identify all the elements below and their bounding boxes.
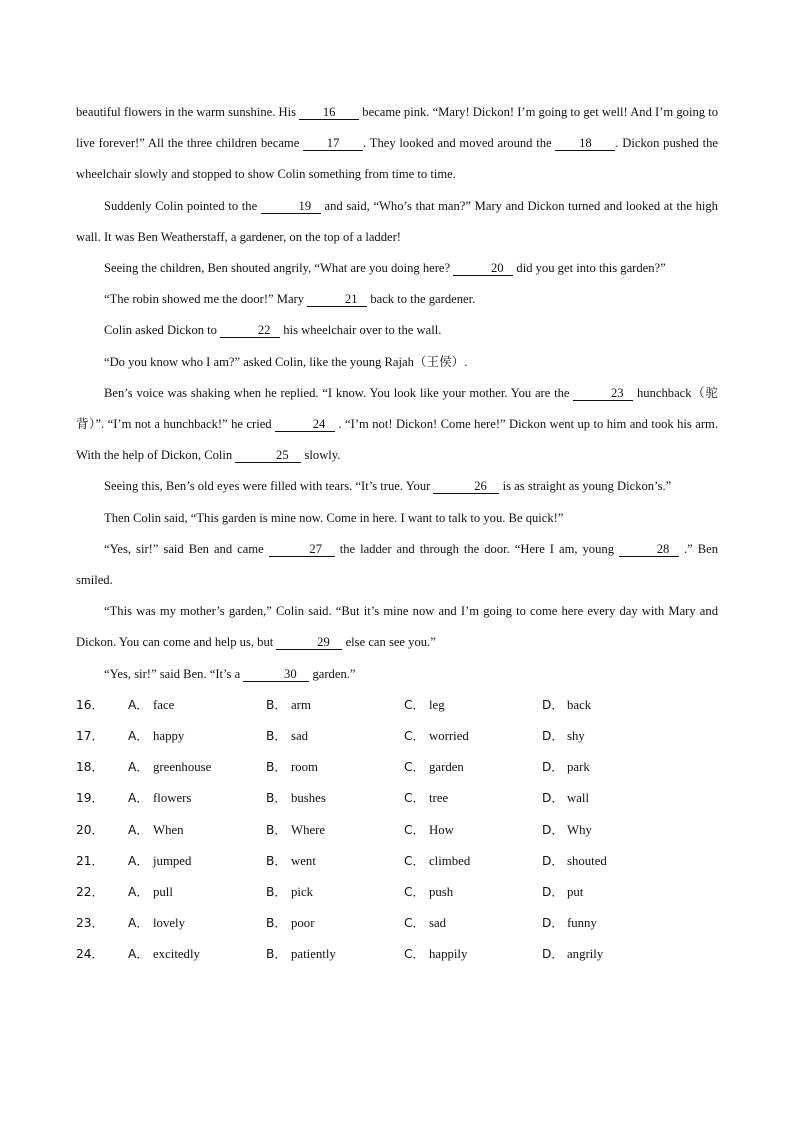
option-text: How [429, 822, 454, 837]
paragraph-4 [76, 284, 718, 315]
option-letter: C． [404, 791, 425, 806]
answer-options [76, 690, 718, 971]
blank-18: 18 [555, 136, 615, 151]
option-a [128, 815, 266, 846]
option-c [404, 815, 542, 846]
passage-text: Then Colin said, “This garden is mine now. Come in here. I want to talk to you. Be quick!” [104, 510, 564, 525]
passage-text: beautiful flowers in the warm sunshine. His [76, 105, 300, 119]
question-number: 17． [76, 729, 104, 744]
passage-text: Seeing the children, Ben shouted angrily, “What are you doing here? [104, 261, 454, 276]
option-d [542, 939, 662, 970]
option-letter: C． [404, 729, 425, 744]
blank-28: 28 [619, 542, 679, 557]
option-c [404, 846, 542, 877]
option-text: back [567, 697, 592, 712]
option-text: bushes [291, 791, 326, 806]
option-a [128, 752, 266, 783]
paragraph-11 [76, 596, 718, 658]
passage-text: “Do you know who I am?” asked Colin, like the young Rajah（王侯）. [104, 354, 468, 369]
option-letter: A． [128, 916, 149, 931]
blank-21: 21 [307, 292, 367, 307]
passage-text: garden.” [309, 666, 356, 681]
passage-text: Suddenly Colin pointed to the [104, 198, 261, 213]
paragraph-9 [76, 503, 718, 534]
blank-19: 19 [261, 199, 321, 214]
option-letter: C． [404, 947, 425, 962]
option-b [266, 877, 404, 908]
option-b [266, 939, 404, 970]
option-text: excitedly [153, 947, 200, 962]
passage-text: is as straight as young Dickon’s.” [499, 479, 672, 494]
option-c [404, 721, 542, 752]
option-d [542, 877, 662, 908]
option-text: Where [291, 822, 326, 837]
option-a [128, 783, 266, 814]
question-row-22 [76, 877, 718, 908]
question-row-24 [76, 939, 718, 970]
paragraph-5 [76, 315, 718, 346]
passage-text: else can see you.” [342, 635, 436, 650]
option-letter: B． [266, 697, 287, 712]
passage-text: did you get into this garden?” [513, 261, 666, 276]
option-letter: D． [542, 947, 564, 962]
option-letter: C． [404, 697, 425, 712]
option-text: lovely [153, 916, 185, 931]
exam-page [76, 97, 718, 971]
option-letter: B． [266, 916, 287, 931]
option-d [542, 846, 662, 877]
option-text: Why [567, 822, 592, 837]
blank-26: 26 [433, 479, 499, 494]
option-letter: B． [266, 791, 287, 806]
passage-text: .” Ben smiled. [76, 541, 719, 588]
option-d [542, 721, 662, 752]
question-number: 20． [76, 822, 104, 837]
option-text: pull [153, 884, 173, 899]
passage-text: “This was my mother’s garden,” Colin said. “But it’s mine now and I’m going to come here every day with Mary and Dickon. You can come and help us, but [76, 604, 718, 650]
option-letter: D． [542, 791, 564, 806]
option-letter: A． [128, 853, 149, 868]
option-text: pick [291, 884, 314, 899]
question-number: 21． [76, 853, 104, 868]
option-text: leg [429, 697, 445, 712]
option-text: wall [567, 791, 590, 806]
question-number: 18． [76, 760, 104, 775]
option-letter: A． [128, 947, 149, 962]
blank-22: 22 [220, 323, 280, 338]
option-text: jumped [153, 853, 192, 868]
option-letter: B． [266, 822, 287, 837]
paragraph-12 [76, 659, 718, 690]
option-letter: C． [404, 822, 425, 837]
question-row-19 [76, 783, 718, 814]
option-a [128, 690, 266, 721]
option-text: put [567, 884, 584, 899]
option-b [266, 752, 404, 783]
option-d [542, 783, 662, 814]
option-text: happily [429, 947, 468, 962]
option-letter: D． [542, 884, 564, 899]
option-letter: A． [128, 822, 149, 837]
option-c [404, 690, 542, 721]
option-b [266, 815, 404, 846]
option-text: shy [567, 729, 585, 744]
paragraph-10 [76, 534, 718, 596]
option-letter: A． [128, 884, 149, 899]
option-text: flowers [153, 791, 192, 806]
passage-text: hunchback（驼背）”. “I’m not a hunchback!” he cried [76, 385, 718, 432]
blank-23: 23 [573, 386, 633, 401]
paragraph-6 [76, 347, 718, 378]
option-b [266, 783, 404, 814]
question-row-17 [76, 721, 718, 752]
blank-24: 24 [275, 417, 335, 432]
passage-text: and said, “Who’s that man?” Mary and Dickon turned and looked at the high wall. It was Ben Weatherstaff, a gardener, on the top of a ladder! [76, 198, 718, 244]
passage-text: Seeing this, Ben’s old eyes were filled with tears. “It’s true. Your [104, 479, 434, 494]
paragraph-3 [76, 253, 718, 284]
option-c [404, 783, 542, 814]
option-letter: A． [128, 791, 149, 806]
question-row-16 [76, 690, 718, 721]
option-text: room [291, 760, 319, 775]
paragraph-1 [76, 97, 718, 191]
option-letter: B． [266, 947, 287, 962]
blank-29: 29 [276, 635, 342, 650]
passage-text: slowly. [301, 448, 341, 463]
option-letter: C． [404, 853, 425, 868]
question-number: 23． [76, 916, 104, 931]
blank-30: 30 [243, 667, 309, 682]
option-text: sad [429, 916, 447, 931]
option-b [266, 721, 404, 752]
option-a [128, 908, 266, 939]
passage-text: . Dickon pushed the wheelchair slowly and stopped to show Colin something from time to time. [76, 136, 718, 182]
option-a [128, 721, 266, 752]
option-text: push [429, 884, 454, 899]
passage-text: . They looked and moved around the [363, 136, 556, 151]
option-letter: C． [404, 760, 425, 775]
option-text: shouted [567, 853, 607, 868]
paragraph-7 [76, 378, 718, 472]
option-text: climbed [429, 853, 471, 868]
option-letter: C． [404, 916, 425, 931]
option-d [542, 815, 662, 846]
option-letter: D． [542, 729, 564, 744]
question-row-21 [76, 846, 718, 877]
option-letter: A． [128, 729, 149, 744]
question-number: 22． [76, 884, 104, 899]
passage-text: Colin asked Dickon to [104, 323, 221, 338]
passage-text: the ladder and through the door. “Here I am, young [334, 541, 619, 556]
option-d [542, 690, 662, 721]
option-letter: A． [128, 697, 149, 712]
option-text: When [153, 822, 184, 837]
option-text: greenhouse [153, 760, 212, 775]
blank-20: 20 [453, 261, 513, 276]
passage-text: his wheelchair over to the wall. [280, 323, 442, 338]
option-b [266, 690, 404, 721]
option-letter: A． [128, 760, 149, 775]
blank-27: 27 [269, 542, 335, 557]
question-number: 24． [76, 947, 104, 962]
option-text: tree [429, 791, 449, 806]
option-letter: B． [266, 884, 287, 899]
question-row-23 [76, 908, 718, 939]
option-text: garden [429, 760, 464, 775]
paragraph-2 [76, 191, 718, 253]
paragraph-8 [76, 471, 718, 502]
passage-text: became pink. “Mary! Dickon! I’m going to get well! And I’m going to live forever!” All the three children became [76, 105, 718, 151]
option-d [542, 908, 662, 939]
option-d [542, 752, 662, 783]
option-c [404, 908, 542, 939]
passage-text: . “I’m not! Dickon! Come here!” Dickon went up to him and took his arm. With the help of Dickon, Colin [76, 417, 718, 463]
option-text: worried [429, 729, 469, 744]
option-letter: C． [404, 884, 425, 899]
option-text: went [291, 853, 316, 868]
option-letter: D． [542, 697, 564, 712]
option-text: arm [291, 697, 311, 712]
option-c [404, 877, 542, 908]
option-letter: B． [266, 760, 287, 775]
option-text: funny [567, 916, 597, 931]
question-row-20 [76, 815, 718, 846]
passage-text: back to the gardener. [367, 292, 476, 307]
option-letter: B． [266, 853, 287, 868]
passage-text: “Yes, sir!” said Ben and came [104, 541, 269, 556]
option-letter: D． [542, 822, 564, 837]
option-letter: D． [542, 853, 564, 868]
option-text: sad [291, 729, 309, 744]
option-letter: D． [542, 760, 564, 775]
option-text: angrily [567, 947, 604, 962]
passage-text: “Yes, sir!” said Ben. “It’s a [104, 666, 244, 681]
option-a [128, 877, 266, 908]
blank-17: 17 [303, 136, 363, 151]
option-letter: D． [542, 916, 564, 931]
option-text: poor [291, 916, 315, 931]
blank-25: 25 [235, 448, 301, 463]
option-a [128, 939, 266, 970]
question-number: 19． [76, 791, 104, 806]
option-text: face [153, 697, 175, 712]
option-c [404, 939, 542, 970]
blank-16: 16 [299, 105, 359, 120]
option-text: patiently [291, 947, 336, 962]
option-a [128, 846, 266, 877]
passage-text: “The robin showed me the door!” Mary [104, 292, 308, 307]
option-b [266, 846, 404, 877]
option-text: happy [153, 729, 185, 744]
question-row-18 [76, 752, 718, 783]
option-c [404, 752, 542, 783]
passage-text: Ben’s voice was shaking when he replied. “I know. You look like your mother. You are the [104, 385, 574, 400]
question-number: 16． [76, 697, 104, 712]
option-b [266, 908, 404, 939]
option-letter: B． [266, 729, 287, 744]
option-text: park [567, 760, 590, 775]
